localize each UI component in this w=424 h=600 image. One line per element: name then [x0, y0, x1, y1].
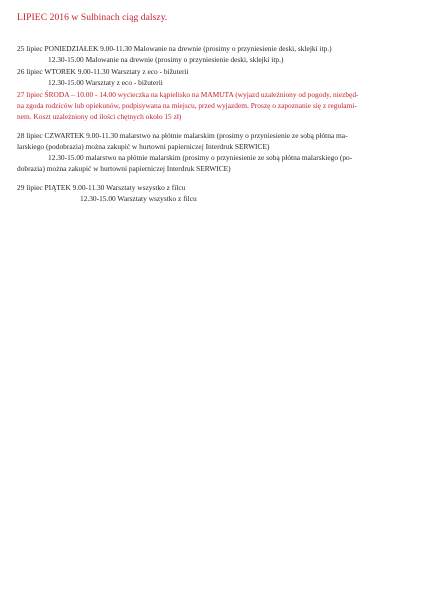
schedule-line-tuesday-morning: 26 lipiec WTOREK 9.00-11.30 Warsztaty z eco - bižuterii [17, 67, 189, 76]
page-title: LIPIEC 2016 w Sulbinach ciąg dalszy. [17, 12, 168, 23]
schedule-line-monday-afternoon: 12.30-15.00 Malowanie na drewnie (prosimy o przyniesienie deski, sklejki itp.) [48, 55, 284, 64]
schedule-line-monday-morning: 25 lipiec PONIEDZIAŁEK 9.00-11.30 Malowanie na drewnie (prosimy o przyniesienie deski, sklejki itp.) [17, 44, 332, 53]
schedule-line-wednesday-consent: na zgoda rodziców lub opiekunów, podpisywana na miejscu, przed wyjazdem. Proszę o zapoznanie się z regulami- [17, 101, 357, 110]
schedule-line-thursday-morning: 28 lipiec CZWARTEK 9.00-11.30 malarstwo na płótnie malarskim (prosimy o przyniesienie ze sobą płótna ma- [17, 131, 348, 140]
schedule-line-friday-afternoon: 12.30-15.00 Warsztaty wszystko z filcu [80, 194, 197, 203]
schedule-line-wednesday-cost: nem. Koszt uzależniony od ilości chętnych około 15 zł) [17, 112, 182, 121]
schedule-line-wednesday-trip: 27 lipiec ŚRODA – 10.00 - 14.00 wycieczka na kąpielisko na MAMUTA (wyjazd uzależniony od pogody, niezbęd- [17, 90, 359, 99]
schedule-line-thursday-afternoon: 12.30-15.00 malarstwo na płótnie malarskim (prosimy o przyniesienie ze sobą płótna malarskiego (po- [48, 153, 353, 162]
schedule-line-thursday-morning-cont: larskiego (podobrazia) można zakupić w hurtowni papierniczej Interdruk SERWICE) [17, 142, 270, 151]
schedule-line-thursday-afternoon-cont: dobrazia) można zakupić w hurtowni papierniczej Interdruk SERWICE) [17, 164, 231, 173]
schedule-line-tuesday-afternoon: 12.30-15.00 Warsztaty z eco - bižuterii [48, 78, 163, 87]
schedule-line-friday-morning: 29 lipiec PIĄTEK 9.00-11.30 Warsztaty wszystko z filcu [17, 183, 186, 192]
